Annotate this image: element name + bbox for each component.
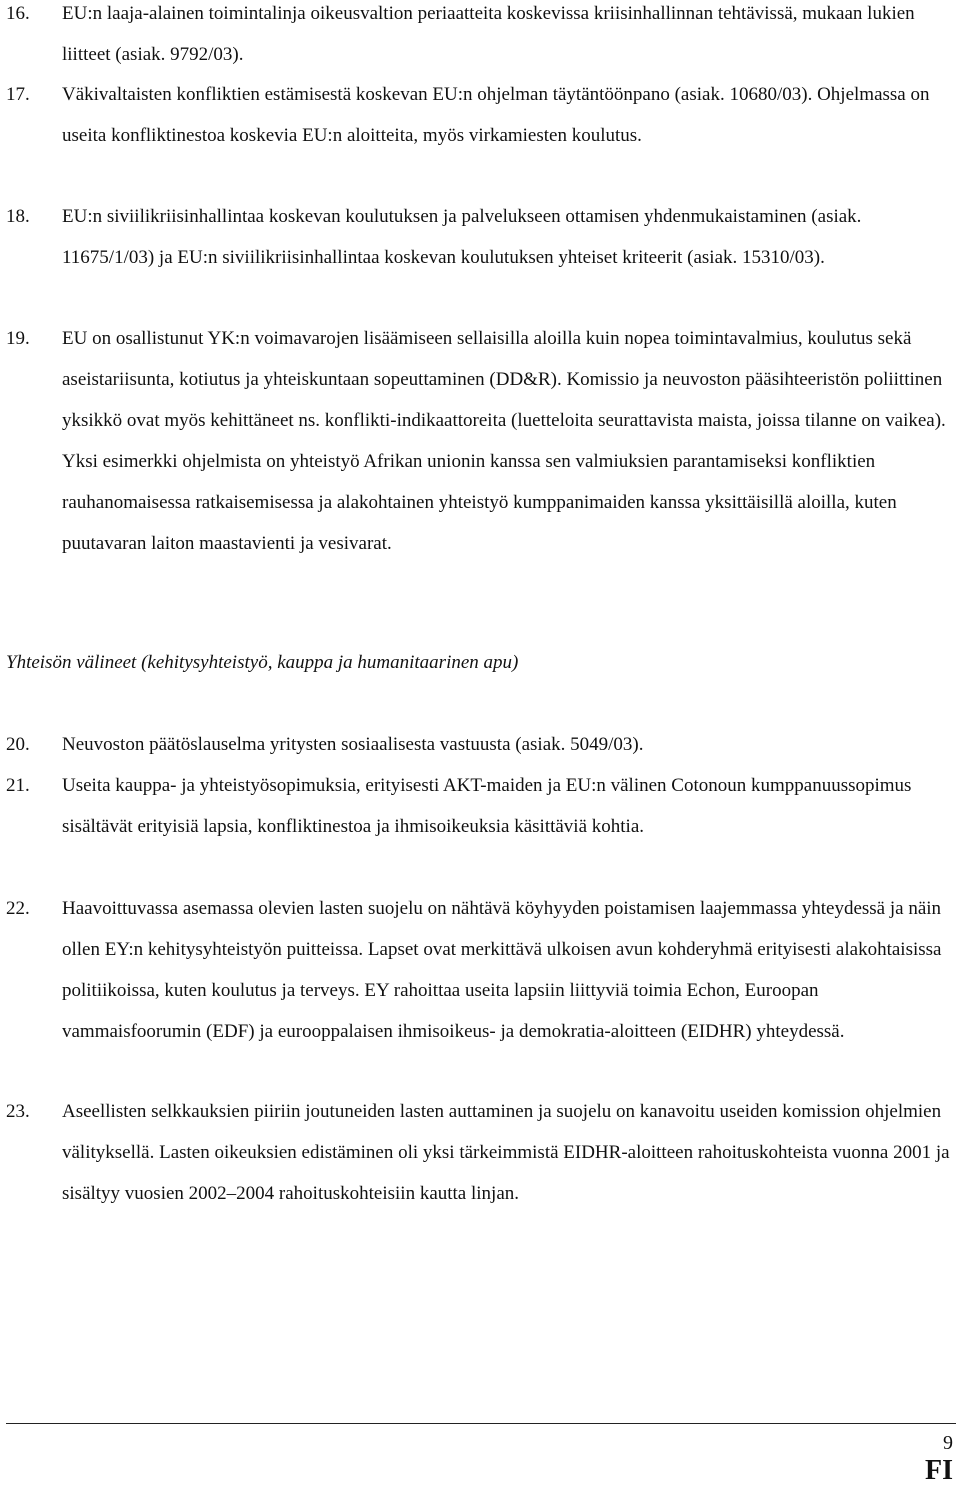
item-text: EU:n siviilikriisinhallintaa koskevan koulutuksen ja palvelukseen ottamisen yhdenmukaistaminen (asiak. 11675/1/03) ja EU:n siviilikriisinhallintaa koskevan koulutuksen yhteiset kriteerit (asiak. 15310/03).: [62, 206, 862, 268]
item-number: 22.: [6, 898, 30, 919]
item-text: Useita kauppa- ja yhteistyösopimuksia, erityisesti AKT-maiden ja EU:n välinen Cotonoun kumppanuussopimus sisältävät erityisiä lapsia, konfliktinestoa ja ihmisoikeuksia käsittäviä kohtia.: [62, 775, 912, 837]
item-number: 20.: [6, 734, 30, 755]
item-number: 17.: [6, 84, 30, 105]
list-item-22: [0, 889, 950, 1053]
item-text: Väkivaltaisten konfliktien estämisestä koskevan EU:n ohjelman täytäntöönpano (asiak. 10680/03). Ohjelmassa on useita konfliktinestoa koskevia EU:n aloitteita, myös virkamiesten koulutus.: [62, 84, 930, 146]
list-item-17: [0, 75, 950, 157]
page-number: 9: [943, 1432, 953, 1454]
item-number: 21.: [6, 775, 30, 796]
footer-divider: [6, 1423, 956, 1424]
item-text: EU:n laaja-alainen toimintalinja oikeusvaltion periaatteita koskevissa kriisinhallinnan tehtävissä, mukaan lukien liitteet (asiak. 9792/03).: [62, 3, 915, 65]
item-text: Neuvoston päätöslauselma yritysten sosiaalisesta vastuusta (asiak. 5049/03).: [62, 734, 644, 755]
list-item-23: [0, 1092, 950, 1215]
item-text: Haavoittuvassa asemassa olevien lasten suojelu on nähtävä köyhyyden poistamisen laajemmassa yhteydessä ja näin ollen EY:n kehitysyhteistyön puitteissa. Lapset ovat merkittävä ulkoisen avun kohderyhmä erityisesti alakohtaisissa politiikoissa, kuten koulutus ja terveys. EY rahoittaa useita lapsiin liittyviä toimia Echon, Euroopan vammaisfoorumin (EDF) ja eurooppalaisen ihmisoikeus- ja demokratia-aloitteen (EIDHR) yhteydessä.: [62, 898, 942, 1042]
list-item-16: [0, 0, 950, 76]
item-text: Aseellisten selkkauksien piiriin joutuneiden lasten auttaminen ja suojelu on kanavoitu useiden komission ohjelmien välityksellä. Lasten oikeuksien edistäminen oli yksi tärkeimmistä EIDHR-aloitteen rahoituskohteista vuonna 2001 ja sisältyy vuosien 2002–2004 rahoituskohteisiin kautta linjan.: [62, 1101, 950, 1204]
section-heading: Yhteisön välineet (kehitysyhteistyö, kauppa ja humanitaarinen apu): [6, 652, 519, 673]
item-number: 16.: [6, 3, 30, 24]
list-item-19: [0, 319, 950, 564]
item-text: EU on osallistunut YK:n voimavarojen lisäämiseen sellaisilla aloilla kuin nopea toimintavalmius, koulutus sekä aseistariisunta, kotiutus ja yhteiskuntaan sopeuttaminen (DD&R). Komissio ja neuvoston pääsihteeristön poliittinen yksikkö ovat myös kehittäneet ns. konflikti-indikaattoreita (luetteloita seurattavista maista, joissa tilanne on vaikea). Yksi esimerkki ohjelmista on yhteistyö Afrikan unionin kanssa sen valmiuksien parantamiseksi konfliktien rauhanomaisessa ratkaisemisessa ja alakohtainen yhteistyö kumppanimaiden kanssa yksittäisillä aloilla, kuten puutavaran laiton maastavienti ja vesivarat.: [62, 328, 946, 554]
list-item-18: [0, 197, 950, 279]
list-item-20: [0, 725, 950, 766]
language-code: FI: [925, 1455, 953, 1486]
list-item-21: [0, 766, 950, 848]
item-number: 18.: [6, 206, 30, 227]
item-number: 23.: [6, 1101, 30, 1122]
item-number: 19.: [6, 328, 30, 349]
